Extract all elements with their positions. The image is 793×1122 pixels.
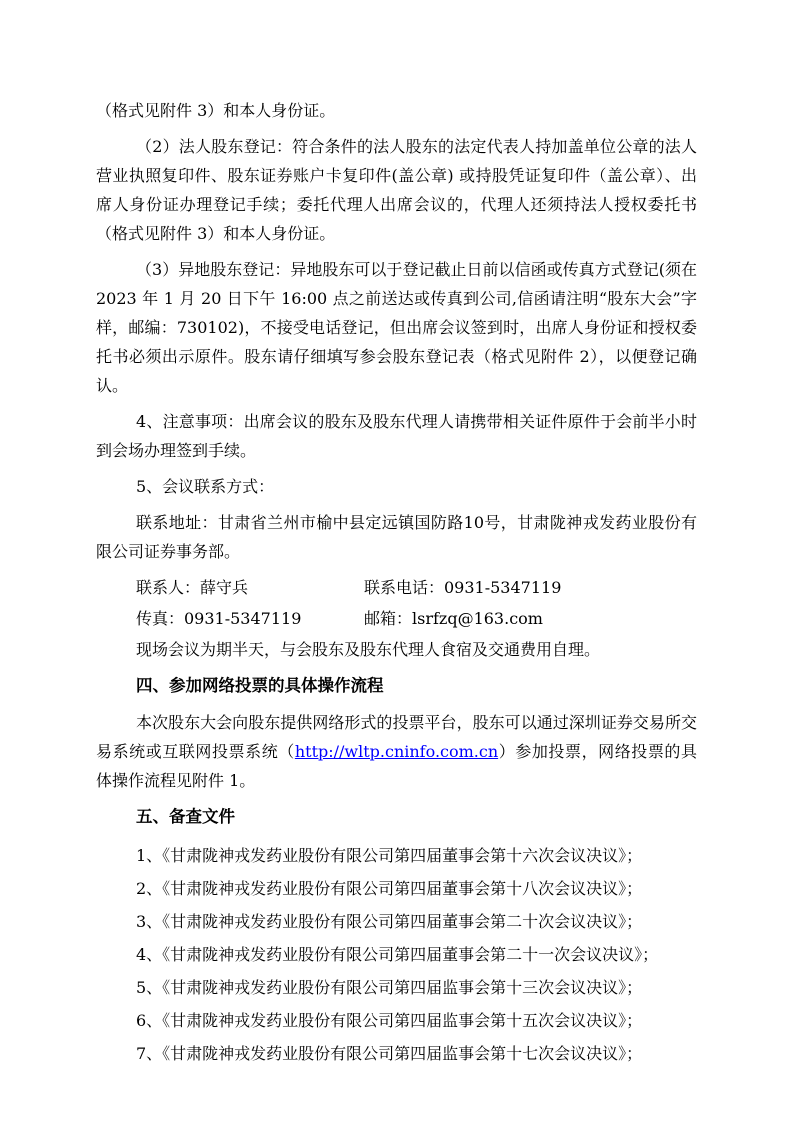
paragraph-contact-address: 联系地址：甘肃省兰州市榆中县定远镇国防路10号，甘肃陇神戎发药业股份有限公司证券事务部。 (96, 513, 697, 561)
paragraph-id-card-continuation: （格式见附件 3）和本人身份证。 (96, 101, 336, 120)
paragraph-notes: 4、注意事项：出席会议的股东及股东代理人请携带相关证件原件于会前半小时到会场办理签到手续。 (96, 412, 697, 460)
contact-phone: 联系电话：0931-5347119 (364, 578, 562, 597)
paragraph-onsite-meeting-note: 现场会议为期半天，与会股东及股东代理人食宿及交通费用自理。 (136, 640, 601, 659)
reference-document-5: 5、《甘肃陇神戎发药业股份有限公司第四届监事会第十三次会议决议》； (136, 978, 643, 997)
paragraph-legal-person-registration: （2）法人股东登记：符合条件的法人股东的法定代表人持加盖单位公章的法人营业执照复印件、股东证券账户卡复印件(盖公章) 或持股凭证复印件（盖公章）、出席人身份证办理登记手续；委托代理人出席会议的，代理人还须持法人授权委托书（格式见附件 3）和本人身份证。 (96, 137, 697, 243)
voting-platform-link[interactable]: http://wltp.cninfo.com.cn (294, 742, 499, 761)
voting-text-after-link: ）参加投票，网络投票的具体操作流程见附件 1。 (96, 742, 697, 790)
section-4-heading: 四、参加网络投票的具体操作流程 (136, 676, 384, 695)
reference-document-1: 1、《甘肃陇神戎发药业股份有限公司第四届董事会第十六次会议决议》； (136, 846, 643, 865)
contact-fax: 传真：0931-5347119 (136, 609, 302, 628)
contact-person: 联系人：薛守兵 (136, 578, 249, 597)
contact-row-fax-email (96, 604, 697, 634)
paragraph-online-voting (96, 708, 697, 795)
reference-document-7: 7、《甘肃陇神戎发药业股份有限公司第四届监事会第十七次会议决议》； (136, 1044, 643, 1063)
reference-document-3: 3、《甘肃陇神戎发药业股份有限公司第四届董事会第二十次会议决议》； (136, 912, 643, 931)
reference-document-4: 4、《甘肃陇神戎发药业股份有限公司第四届董事会第二十一次会议决议》； (136, 945, 659, 964)
reference-document-2: 2、《甘肃陇神戎发药业股份有限公司第四届董事会第十八次会议决议》； (136, 879, 643, 898)
contact-row-person-phone (96, 573, 697, 603)
reference-document-6: 6、《甘肃陇神戎发药业股份有限公司第四届监事会第十五次会议决议》； (136, 1011, 643, 1030)
voting-text-before-link: 本次股东大会向股东提供网络形式的投票平台，股东可以通过深圳证券交易所交易系统或互联网投票系统（ (96, 713, 697, 761)
section-5-heading: 五、备查文件 (136, 807, 235, 826)
contact-email: 邮箱：lsrfzq@163.com (364, 609, 543, 628)
paragraph-contact-method-heading: 5、会议联系方式： (136, 477, 275, 496)
paragraph-remote-shareholder-registration: （3）异地股东登记：异地股东可以于登记截止日前以信函或传真方式登记(须在 2023 年 1 月 20 日下午 16:00 点之前送达或传真到公司,信函请注明“股东大会”字样，邮编：730102)，不接受电话登记，但出席会议签到时，出席人身份证和授权委托书必须出示原件。股东请仔细填写参会股东登记表（格式见附件 2），以便登记确认。 (96, 260, 697, 395)
